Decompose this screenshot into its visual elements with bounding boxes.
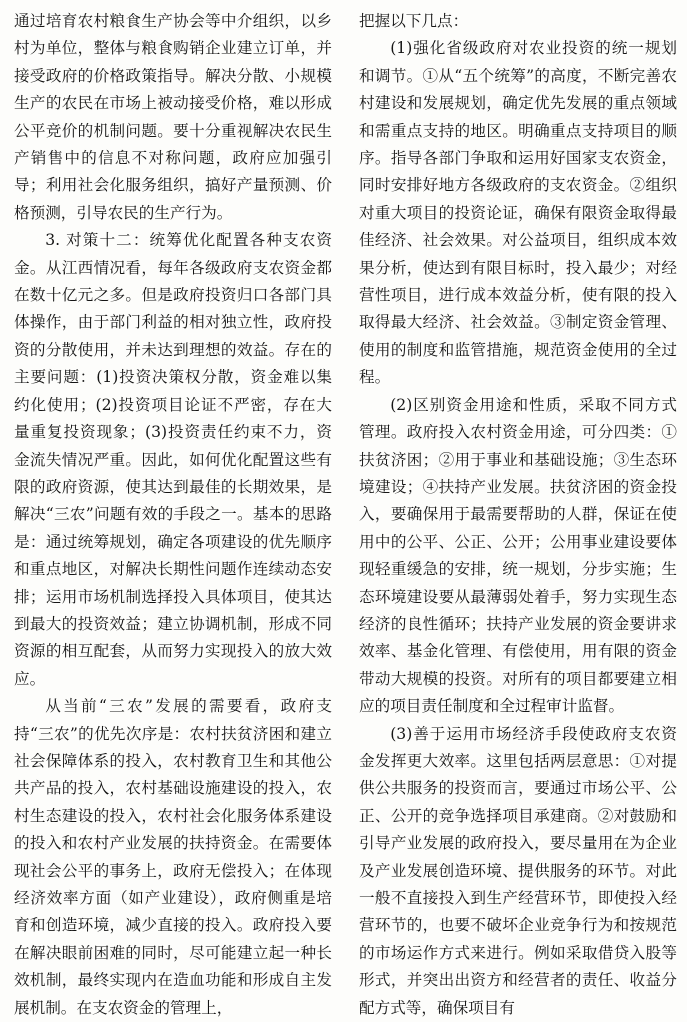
paragraph-strategy-twelve: 3. 对策十二：统筹优化配置各种支农资金。从江西情况看，每年各级政府支农资金都在数十亿元之多。但是政府投资归口各部门具体操作，由于部门利益的相对独立性，政府投资的分散使用，并未达到理想的效益。存在的主要问题：(1)投资决策权分散，资金难以集约化使用；(2)投资项目论证不严密，存在大量重复投资现象；(3)投资责任约束不力，资金流失情况严重。因此，如何优化配置这些有限的政府资源，使其达到最佳的长期效果，是解决“三农”问题有效的手段之一。基本的思路是：通过统筹规划，确定各项建设的优先顺序和重点地区，对解决长期性问题作连续动态安排；运用市场机制选择投入具体项目，使其达到最大的投资效益；建立协调机制，形成不同资源的相互配套，从而努力实现投入的放大效应。 — [14, 231, 332, 688]
paragraph-point-1: (1)强化省级政府对农业投资的统一规划和调节。①从“五个统筹”的高度，不断完善农村建设和发展规划，确定优先发展的重点领域和需重点支持的地区。明确重点支持项目的顺序。指导各部门争取和运用好国家支农资金，同时安排好地方各级政府的支农资金。②组织对重大项目的投资论证，确保有限资金取得最佳经济、社会效果。对公益项目，组织成本效果分析，使达到有限目标时，投入最少；对经营性项目，进行成本效益分析，使有限的投入取得最大经济、社会效益。③制定资金管理、使用的制度和监管措施，规范资金使用的全过程。 — [359, 39, 677, 387]
left-column — [14, 8, 332, 1022]
paragraph-priority-order: 从当前“三农”发展的需要看，政府支持“三农”的优先次序是：农村扶贫济困和建立社会保障体系的投入，农村教育卫生和其他公共产品的投入，农村基础设施建设的投入，农村生态建设的投入，农村社会化服务体系建设的投入和农村产业发展的扶持资金。在需要体现社会公平的事务上，政府无偿投入；在体现经济效率方面（如产业建设），政府侧重是培育和创造环境，减少直接的投入。政府投入要在解决眼前困难的同时，尽可能建立起一种长效机制，最终实现内在造血功能和形成自主发展机制。在支农资金的管理上， — [14, 697, 332, 1017]
paragraph-point-3: (3)善于运用市场经济手段使政府支农资金发挥更大效率。这里包括两层意思：①对提供公共服务的投资而言，要通过市场公平、公正、公开的竞争选择项目承建商。②对鼓励和引导产业发展的政府投入，要尽量用在为企业及产业发展创造环境、提供服务的环节。对此一般不直接投入到生产经营环节，即使投入经营环节的，也要不破坏企业竞争行为和按规范的市场运作方式来进行。例如采取借贷入股等形式，并突出出资方和经营者的责任、收益分配方式等，确保项目有 — [359, 724, 677, 1017]
paragraph-lead-in: 把握以下几点： — [359, 12, 469, 30]
paragraph-point-2: (2)区别资金用途和性质，采取不同方式管理。政府投入农村资金用途，可分四类：①扶贫济困；②用于事业和基础设施；③生态环境建设；④扶持产业发展。扶贫济困的资金投入，要确保用于最需要帮助的人群，保证在使用中的公平、公正、公开；公用事业建设要体现轻重缓急的安排，统一规划，分步实施；生态环境建设要从最薄弱处着手，努力实现生态经济的良性循环；扶持产业发展的资金要讲求效率、基金化管理、有偿使用，用有限的资金带动大规模的投资。对所有的项目都要建立相应的项目责任制度和全过程审计监督。 — [359, 395, 677, 716]
right-column — [359, 8, 677, 1022]
paragraph-continuation: 通过培育农村粮食生产协会等中介组织，以乡村为单位，整体与粮食购销企业建立订单，并接受政府的价格政策指导。解决分散、小规模生产的农民在市场上被动接受价格，难以形成公平竞价的机制问题。要十分重视解决农民生产销售中的信息不对称问题，政府应加强引导；利用社会化服务组织，搞好产量预测、价格预测，引导农民的生产行为。 — [14, 12, 332, 222]
